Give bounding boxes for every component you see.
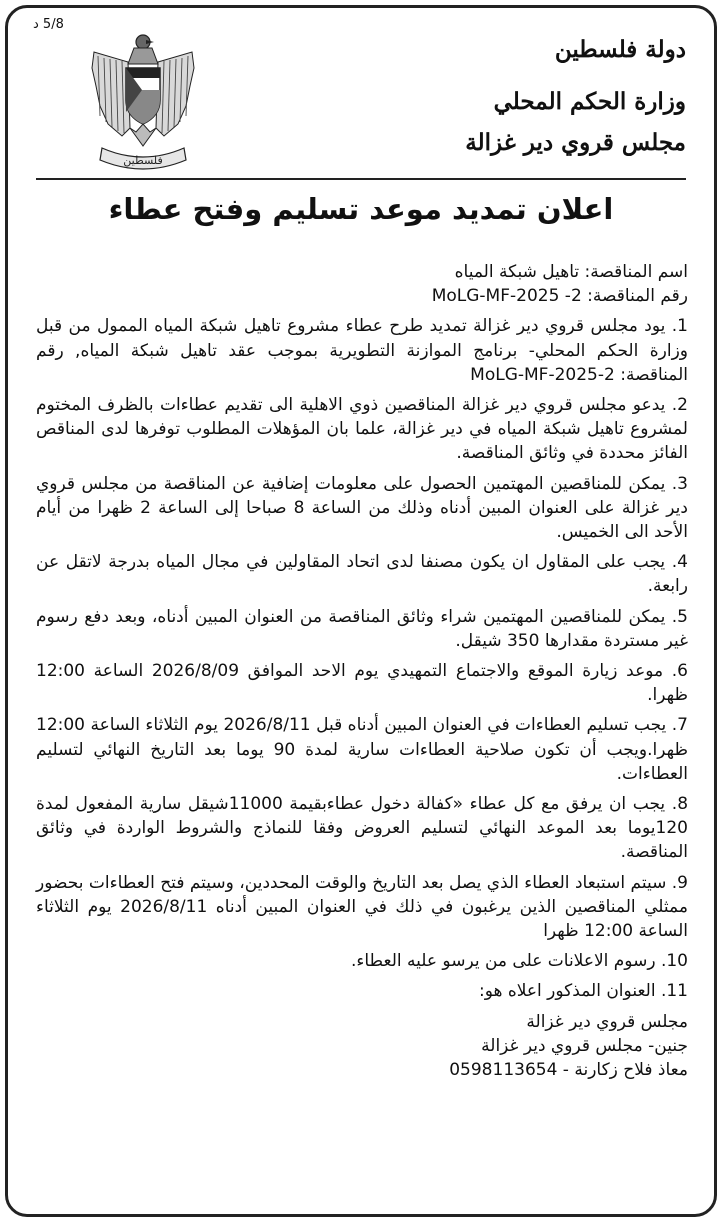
item-8: 8. يجب ان يرفق مع كل عطاء «كفالة دخول عطاءبقيمة 11000شيقل سارية المفعول لمدة 120يوما بعد الموعد النهائي لتسليم العروض وفقا للنماذج والشروط الواردة في وثائق المناقصة. — [36, 794, 689, 863]
page-code: 5/8 د — [33, 17, 64, 32]
notice-title: اعلان تمديد موعد تسليم وفتح عطاء — [108, 192, 614, 226]
item-6: 6. موعد زيارة الموقع والاجتماع التمهيدي يوم الاحد الموافق 2026/8/09 الساعة 12:00 ظهرا. — [36, 661, 688, 706]
palestine-emblem-icon — [88, 28, 198, 176]
item-5: 5. يمكن للمناقصين المهتمين شراء وثائق المناقصة من العنوان المبين أدناه، وبعد دفع رسوم غير مستردة مقدارها 350 شيقل. — [36, 606, 688, 651]
emblem-label: فلسطين — [123, 154, 163, 167]
item-7: 7. يجب تسليم العطاءات في العنوان المبين أدناه قبل 2026/8/11 يوم الثلاثاء الساعة 12:00 ظهرا.ويجب أن تكون صلاحية العطاءات سارية لمدة 90 يوما بعد التاريخ النهائي لتسليم العطاءات. — [36, 715, 688, 784]
item-10: 10. رسوم الاعلانات على من يرسو عليه العطاء. — [350, 951, 688, 972]
item-9: 9. سيتم استبعاد العطاء الذي يصل بعد التاريخ والوقت المحددين، وسيتم فتح العطاءات بحضور ممثلي المناقصين الذين يرغبون في ذلك في العنوان المبين أدناه 2026/8/11 يوم الثلاثاء الساعة 12:00 ظهرا — [36, 872, 688, 942]
item-11: 11. العنوان المذكور اعلاه هو: — [478, 981, 688, 1002]
item-2: 2. يدعو مجلس قروي دير غزالة المناقصين ذوي الاهلية الى تقديم عطاءات بالظرف المختوم لمشروع تاهيل شبكة المياه في دير غزالة، علما بان المؤهلات المطلوب توفرها لدى المناقص الفائز محددة في وثائق المناقصة. — [36, 395, 688, 464]
header-divider — [36, 178, 686, 180]
notice-frame — [5, 5, 717, 1217]
address-contact: معاذ فلاح زكارنة - 0598113654 — [449, 1060, 688, 1081]
address-council: مجلس قروي دير غزالة — [526, 1011, 688, 1032]
tender-name: اسم المناقصة: تاهيل شبكة المياه — [454, 262, 688, 282]
item-3: 3. يمكن للمناقصين المهتمين الحصول على معلومات إضافية عن المناقصة من مجلس قروي دير غزالة على العنوان المبين أدناه وذلك من الساعة 8 صباحا إلى الساعة 2 ظهرا من أيام الأحد الى الخميس. — [36, 473, 688, 543]
item-1: 1. يود مجلس قروي دير غزالة تمديد طرح عطاء مشروع تاهيل شبكة المياه الممول من قبل وزارة الحكم المحلي- برنامج الموازنة التطويرية بموجب عقد تاهيل شبكة المياه, رقم المناقصة: 2-MoLG-MF-2025 — [36, 316, 688, 385]
header-ministry: وزارة الحكم المحلي — [493, 88, 686, 115]
notice-body — [36, 260, 688, 1082]
header-council: مجلس قروي دير غزالة — [465, 129, 686, 156]
item-4: 4. يجب على المقاول ان يكون مصنفا لدى اتحاد المقاولين في مجال المياه بدرجة لاتقل عن رابعة. — [36, 552, 688, 597]
header-state: دولة فلسطين — [554, 36, 686, 63]
tender-number: رقم المناقصة: 2- MoLG-MF-2025 — [431, 286, 688, 307]
address-location: جنين- مجلس قروي دير غزالة — [481, 1035, 688, 1056]
